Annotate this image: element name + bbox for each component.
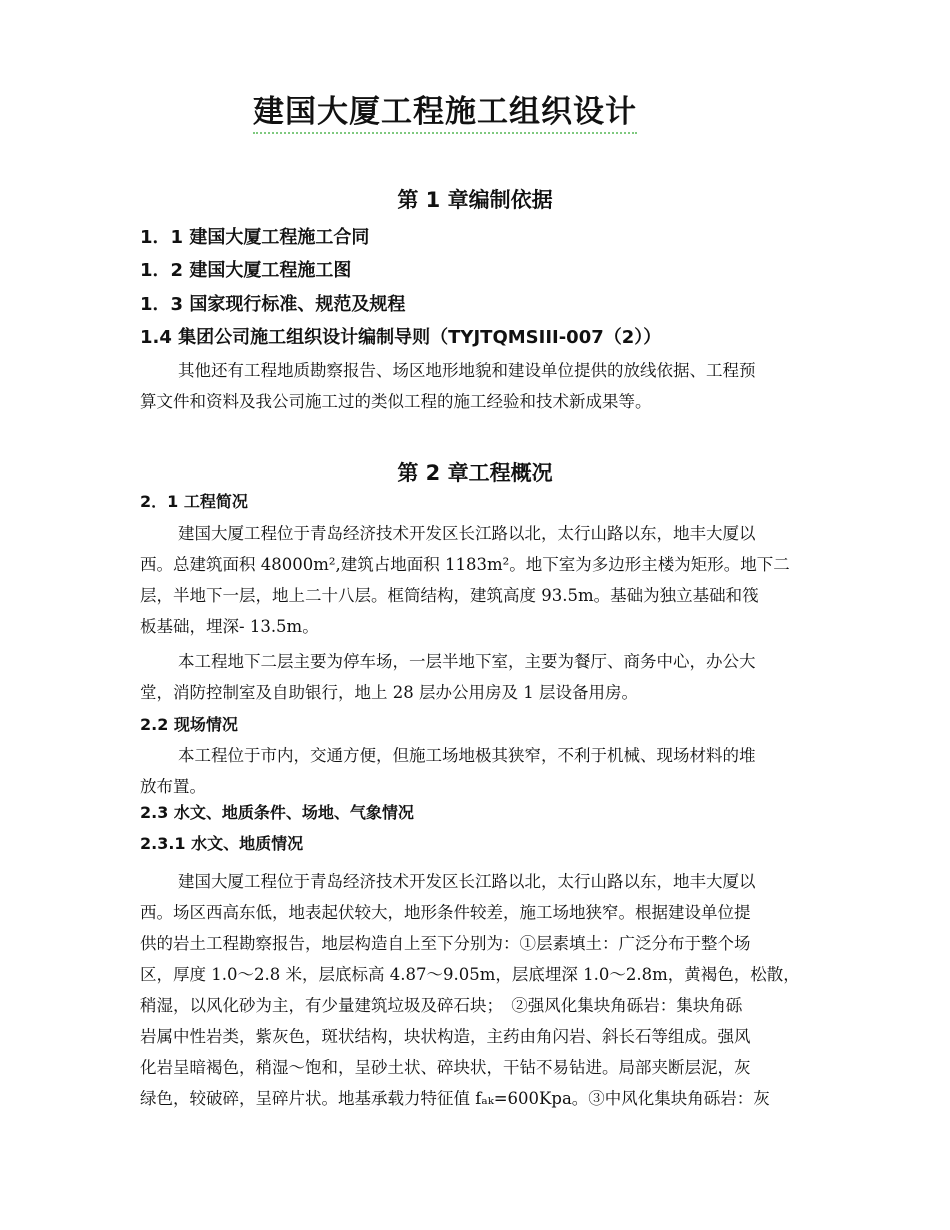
section-2-2: 2.2 现场情况 xyxy=(140,715,238,734)
section-1-2: 1．2 建国大厦工程施工图 xyxy=(140,260,352,281)
overview-paragraph-2: 本工程地下二层主要为停车场，一层半地下室，主要为餐厅、商务中心，办公大 堂，消防控制室及自助银行，地上 28 层办公用房及 1 层设备用房。 xyxy=(140,652,756,702)
overview-paragraph-1: 建国大厦工程位于青岛经济技术开发区长江路以北，太行山路以东，地丰大厦以 西。总建筑面积 48000m²,建筑占地面积 1183m²。地下室为多边形主楼为矩形。地下二 层，半地下一层，地上二十八层。框筒结构，建筑高度 93.5m。基础为独立基础和筏 板基础，埋深- 13.5m。 xyxy=(140,524,790,636)
section-2-3-1: 2.3.1 水文、地质情况 xyxy=(140,834,304,853)
section-1-3: 1．3 国家现行标准、规范及规程 xyxy=(140,294,406,315)
site-paragraph: 本工程位于市内，交通方便，但施工场地极其狭窄，不利于机械、现场材料的堆 放布置。 xyxy=(140,746,756,796)
chapter-2-heading: 第 2 章工程概况 xyxy=(397,461,553,485)
chapter-1-paragraph: 其他还有工程地质勘察报告、场区地形地貌和建设单位提供的放线依据、工程预 算文件和资料及我公司施工过的类似工程的施工经验和技术新成果等。 xyxy=(140,361,756,411)
document-title: 建国大厦工程施工组织设计 xyxy=(0,86,890,131)
section-2-1: 2．1 工程简况 xyxy=(140,492,248,511)
section-1-1: 1．1 建国大厦工程施工合同 xyxy=(140,227,370,248)
geology-paragraph: 建国大厦工程位于青岛经济技术开发区长江路以北，太行山路以东，地丰大厦以 西。场区西高东低，地表起伏较大，地形条件较差，施工场地狭窄。根据建设单位提 供的岩土工程勘察报告，地层构造自上至下分别为：①层素填土：广泛分布于整个场 区，厚度 1.0～2.8 米，层底标高 4.87～9.05m，层底埋深 1.0～2.8m，黄褐色，松散， 稍湿，以风化砂为主，有少量建筑垃圾及碎石块； ②强风化集块角砾岩：集块角砾 岩属中性岩类，紫灰色，斑状结构，块状构造，主药由角闪岩、斜长石等组成。强风 化岩呈暗褐色，稍湿～饱和，呈砂土状、碎块状，干钻不易钻进。局部夹断层泥，灰 绿色，较破碎，呈碎片状。地基承载力特征值 fₐₖ=600Kpa。③中风化集块角砾岩：灰 xyxy=(140,872,800,1108)
section-1-4: 1.4 集团公司施工组织设计编制导则（TYJTQMSIII-007（2）） xyxy=(140,327,662,348)
section-2-3: 2.3 水文、地质条件、场地、气象情况 xyxy=(140,803,414,822)
chapter-1-heading: 第 1 章编制依据 xyxy=(397,188,553,212)
